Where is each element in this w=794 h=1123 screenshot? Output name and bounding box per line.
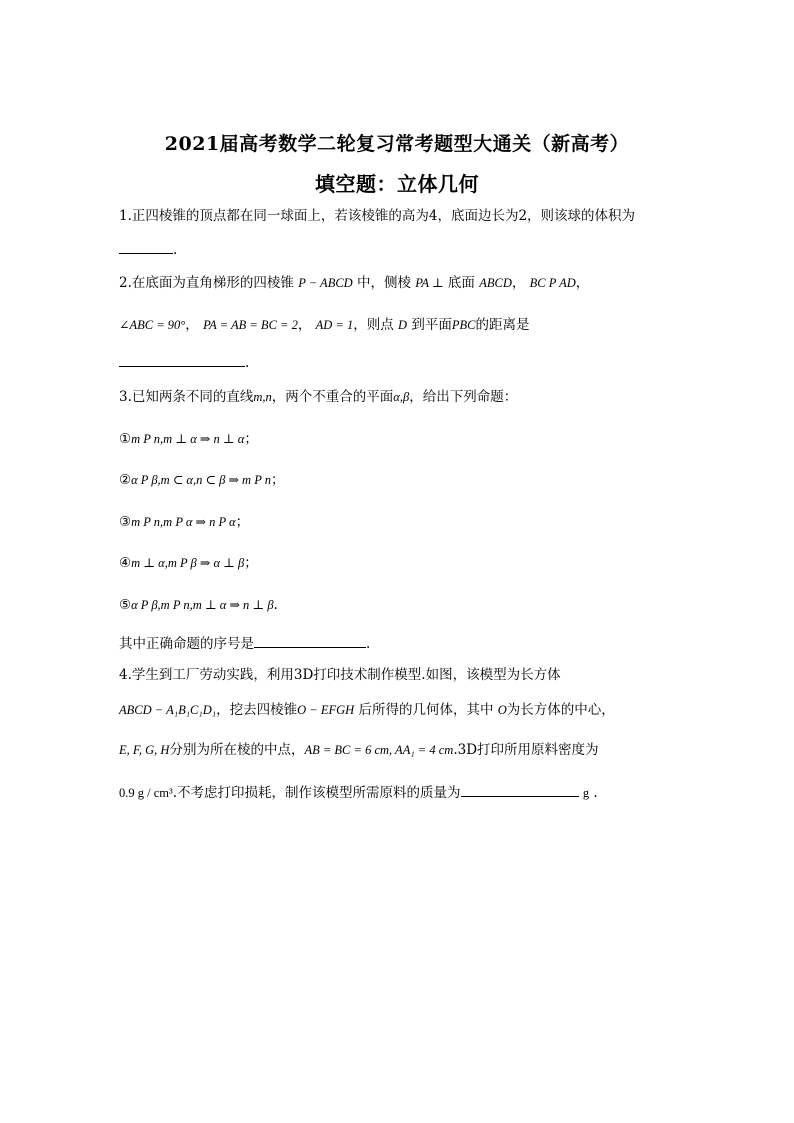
q3-item-expr: m P n,m P α ⇒ n P α bbox=[131, 515, 236, 529]
q1-line1: 1.正四棱锥的顶点都在同一球面上，若该棱锥的高为4，底面边长为2，则该球的体积为 bbox=[119, 208, 636, 224]
q3-item-expr: α P β,m ⊂ α,n ⊂ β ⇒ m P n bbox=[131, 473, 271, 487]
q2-text: ， bbox=[297, 317, 312, 333]
q3-end: . bbox=[366, 636, 371, 652]
q4-text: .不考虑打印损耗，制作该模型所需原料的质量为 bbox=[172, 785, 461, 801]
q2-math: AD = 1 bbox=[315, 318, 354, 332]
q4-math: O bbox=[497, 703, 507, 717]
q3-text: ，给出下列命题： bbox=[409, 389, 518, 405]
q2-text: 的距离是 bbox=[475, 317, 530, 333]
q2-line3 bbox=[119, 352, 249, 373]
q4-math: E, F, G, H bbox=[119, 743, 170, 757]
q2-text: 到平面 bbox=[411, 317, 452, 333]
q3-item-end: ； bbox=[235, 514, 250, 530]
q2-math: D bbox=[398, 318, 408, 332]
q4-line1: 4.学生到工厂劳动实践，利用3D打印技术制作模型.如图，该模型为长方体 bbox=[119, 667, 561, 683]
q3-item-end: ； bbox=[244, 431, 258, 447]
q3-item-end: ； bbox=[270, 472, 285, 488]
q4-text: 为长方体的中心， bbox=[506, 702, 615, 718]
q3-intro bbox=[119, 387, 517, 407]
q3-proposition bbox=[119, 595, 278, 615]
q3-answer-blank bbox=[254, 633, 366, 648]
q1-line2 bbox=[119, 239, 177, 260]
q3-proposition bbox=[119, 553, 258, 573]
q2-text: ， bbox=[575, 275, 590, 291]
q3-item-number: ① bbox=[119, 431, 132, 447]
q3-item-end: . bbox=[273, 597, 278, 613]
q4-line2 bbox=[119, 700, 615, 720]
q1-end: . bbox=[173, 242, 178, 258]
q2-answer-blank bbox=[119, 352, 245, 367]
q2-text: ，则点 bbox=[353, 317, 394, 333]
q3-item-expr: m P n,m ⊥ α ⇒ n ⊥ α bbox=[131, 432, 245, 446]
q4-line4 bbox=[119, 782, 598, 803]
q4-line3 bbox=[119, 740, 599, 760]
q3-item-expr: α P β,m P n,m ⊥ α ⇒ n ⊥ β bbox=[131, 598, 274, 612]
q3-proposition bbox=[119, 470, 284, 490]
q2-text: ， bbox=[185, 317, 199, 333]
q4-math: 0.9 g / cm³ bbox=[119, 786, 173, 800]
q4-text: 后所得的几何体，其中 bbox=[358, 702, 494, 718]
q2-text: ， bbox=[511, 275, 526, 291]
q3-answer-label: 其中正确命题的序号是 bbox=[119, 636, 254, 652]
q3-item-number: ② bbox=[119, 472, 132, 488]
q2-text: 底面 bbox=[447, 275, 475, 291]
q4-text: 分别为所在棱的中点， bbox=[169, 742, 305, 758]
q3-answer-line bbox=[119, 633, 370, 654]
q4-text: .3D打印所用原料密度为 bbox=[453, 742, 599, 758]
q3-item-number: ④ bbox=[119, 555, 132, 571]
q4-math: AB = BC = 6 cm, AA₁ = 4 cm bbox=[304, 743, 454, 757]
q3-math: m,n bbox=[253, 390, 272, 404]
q2-math: P − ABCD bbox=[298, 276, 353, 290]
q3-math: α,β bbox=[393, 390, 410, 404]
q4-math: O − EFGH bbox=[297, 703, 355, 717]
q2-end: . bbox=[245, 355, 250, 371]
q4-text: ，挖去四棱锥 bbox=[216, 702, 298, 718]
q1-answer-blank bbox=[119, 239, 173, 254]
q2-line1 bbox=[119, 273, 589, 293]
q3-item-number: ⑤ bbox=[119, 597, 132, 613]
q4-end: . bbox=[593, 785, 598, 801]
q3-item-expr: m ⊥ α,m P β ⇒ α ⊥ β bbox=[131, 556, 245, 570]
q2-text: 中，侧棱 bbox=[357, 275, 411, 291]
q2-text: 2.在底面为直角梯形的四棱锥 bbox=[119, 275, 294, 291]
q2-math: PA ⊥ bbox=[415, 276, 444, 290]
q3-text: ，两个不重合的平面 bbox=[271, 389, 394, 405]
q3-text: 3.已知两条不同的直线 bbox=[119, 389, 254, 405]
q2-math: BC P AD bbox=[529, 276, 576, 290]
q4-answer-blank bbox=[461, 782, 579, 797]
q2-math: ABCD bbox=[479, 276, 512, 290]
q4-unit: g bbox=[582, 786, 590, 800]
document-subtitle: 填空题：立体几何 bbox=[315, 172, 479, 196]
q2-math: PA = AB = BC = 2 bbox=[203, 318, 298, 332]
document-title: 2021届高考数学二轮复习常考题型大通关（新高考） bbox=[164, 133, 630, 155]
q3-proposition bbox=[119, 512, 249, 532]
q3-proposition bbox=[119, 429, 258, 449]
q3-item-end: ； bbox=[244, 555, 258, 571]
q3-item-number: ③ bbox=[119, 514, 132, 530]
q2-math: PBC bbox=[451, 318, 476, 332]
q2-line2 bbox=[119, 315, 529, 335]
q4-math: ABCD − A₁B₁C₁D₁ bbox=[119, 703, 217, 717]
q2-math: ∠ABC = 90° bbox=[119, 318, 186, 332]
